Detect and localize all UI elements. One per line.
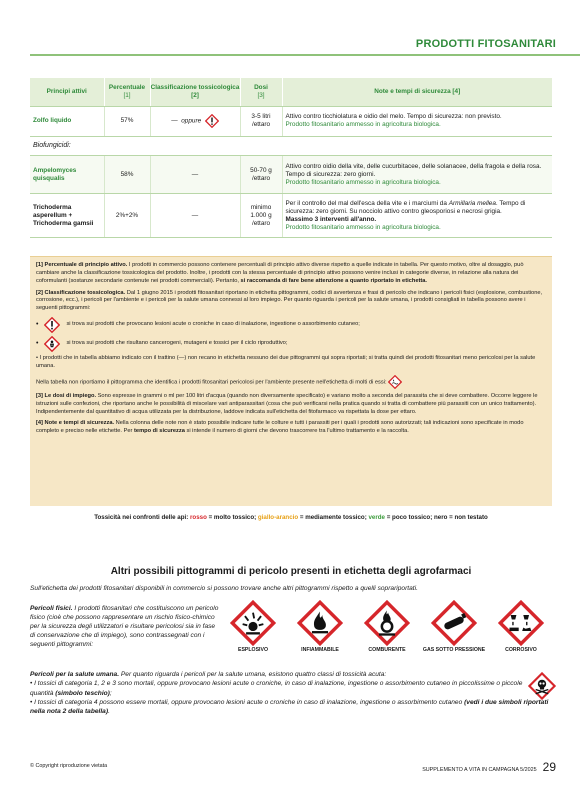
header-percentuale: Percentuale [1] — [104, 78, 150, 106]
corrosion-icon — [498, 600, 544, 646]
exclamation-hazard-icon — [205, 114, 219, 128]
table-header-row — [30, 78, 552, 106]
zolfo-class: — oppure — [150, 106, 240, 136]
physical-pictograms — [222, 600, 552, 653]
header-principi: Principi attivi — [30, 78, 104, 106]
header-note: Note e tempi di sicurezza [4] — [282, 78, 552, 106]
pictogram-oxidizing: COMBURENTE — [356, 600, 418, 653]
trichoderma-class: — — [150, 194, 240, 238]
header-dosi: Dosi [3] — [240, 78, 282, 106]
environment-hazard-icon — [388, 375, 402, 389]
zolfo-percent: 57% — [104, 106, 150, 136]
ampelomyces-percent: 58% — [104, 156, 150, 194]
note-dash: • I prodotti che in tabella abbiamo indicato con il trattino (—) non recano in etichetta nessuno dei due pittogrammi qui sopra riportati; si tratta quindi dei prodotti fitosanitari meno pericolosi per la salute umana. — [36, 355, 536, 370]
skull-hazard-icon — [528, 672, 556, 700]
ampelomyces-note: Attivo contro oidio della vite, delle cucurbitacee, delle solanacee, della fragola e della rosa. Tempo di sicurezza: zero giorni. Prodotto fitosanitario ammesso in agricoltura biologica. — [282, 156, 552, 194]
ampelomyces-name: Ampelomyces quisqualis — [30, 156, 104, 194]
health-bullet-1: • I tossici di categoria 1, 2 e 3 sono mortali, oppure provocano lesioni acute o croniche, in caso di inalazione, ingestione o assorbimento cutaneo in piccolissime o piccole quantità (simbolo teschio); — [30, 680, 523, 697]
pictogram-corrosive: CORROSIVO — [490, 600, 552, 653]
bee-toxicity-legend: Tossicità nei confronti delle api: rosso = molto tossico; giallo-arancio = mediamente tossico; verde = poco tossico; nero = non testato — [94, 514, 488, 521]
trichoderma-name: Trichoderma asperellum + Trichoderma gamsii — [30, 194, 104, 238]
health-hazard-icon — [44, 336, 60, 352]
gas-cylinder-icon — [431, 600, 477, 646]
exclamation-hazard-icon — [44, 317, 60, 333]
section-biofungicidi: Biofungicidi: — [30, 136, 552, 156]
note-3: [3] Le dosi di impiego. Sono espresse in grammi o ml per 100 litri d'acqua (quando non diversamente specificato) e variano molto a seconda del parassita che si deve combattere. Occorre leggere le istruzioni sulle confezioni, che riportano anche le possibilità di miscelare vari antiparassitari (cosa che può verificarsi nella pratica quando si tratta di combattere più parassiti con un unico trattamento). Indipendentemente dal quantitativo di acqua utilizzata per la distribuzione, laddove indicata sull'etichetta del fitofarmaco va rispettata la dose per ettaro. — [36, 392, 538, 415]
section-title: PRODOTTI FITOSANITARI — [415, 38, 556, 50]
title-rule — [30, 54, 580, 56]
ampelomyces-class: — — [150, 156, 240, 194]
note-2: [2] Classificazione tossicologica. Dal 1 giugno 2015 i prodotti fitosanitari riportano in etichetta pittogrammi, codici di avvertenza e frasi di pericolo che indicano i pericoli fisici (esplosione, combustione, corrosione, ecc.), i pericoli per l'ambiente e i pericoli per la salute umana connessi al loro impiego. Per quanto riguarda i pericoli per la salute umana, i prodotti consigliati in tabella possono avere i seguenti pittogrammi: — [36, 289, 543, 312]
note-4: [4] Note e tempi di sicurezza. Nella colonna delle note non è stato possibile indicare tutte le colture e tutti i parassiti per i quali i prodotti sono autorizzati; tali indicazioni sono specificate in modo completo e preciso nelle etichette. Per tempo di sicurezza si intende il numero di giorni che devono trascorrere tra l'ultimo trattamento e la raccolta. — [36, 420, 524, 435]
pictogram-row-health: • si trova sui prodotti che risultano cancerogeni, mutageni e tossici per il ciclo riproduttivo; — [36, 336, 546, 352]
table-row — [30, 194, 552, 238]
trichoderma-dose: minimo 1.000 g /ettaro — [240, 194, 282, 238]
table-section-row — [30, 136, 552, 156]
copyright: © Copyright riproduzione vietata — [30, 763, 108, 769]
table-row — [30, 106, 552, 136]
footer-publication: SUPPLEMENTO A VITA IN CAMPAGNA 5/2025 29 — [422, 760, 556, 774]
health-hazards-intro: Pericoli per la salute umana. Per quanto riguarda i pericoli per la salute umana, esistono quattro classi di tossicità acuta: — [30, 671, 387, 678]
pictogram-row-acute: • si trova sui prodotti che provocano lesioni acute o croniche in caso di inalazione, ingestione o assorbimento cutaneo; — [36, 317, 546, 333]
pictograms-section-title: Altri possibili pittogrammi di pericolo presenti in etichetta degli agrofarmaci — [110, 566, 472, 577]
pictogram-explosive: ESPLOSIVO — [222, 600, 284, 653]
zolfo-note: Attivo contro ticchiolatura e oidio del melo. Tempo di sicurezza: non previsto. Prodotto fitosanitario ammesso in agricoltura biologica. — [282, 106, 552, 136]
flame-icon — [297, 600, 343, 646]
pictogram-gas: GAS SOTTO PRESSIONE — [423, 600, 485, 653]
trichoderma-percent: 2%+2% — [104, 194, 150, 238]
health-hazards-text — [30, 670, 560, 717]
pictograms-intro: Sull'etichetta dei prodotti fitosanitari disponibili in commercio si possono trovare anche altri pittogrammi rispetto a quelli soprariportati. — [30, 585, 418, 592]
note-environment: Nella tabella non riportiamo il pittogramma che identifica i prodotti fitosanitari pericolosi per l'ambiente presente nell'etichetta di molti di essi: — [36, 375, 546, 389]
products-table — [30, 78, 552, 238]
explosive-icon — [230, 600, 276, 646]
ampelomyces-dose: 50-70 g /ettaro — [240, 156, 282, 194]
health-bullet-2: • I tossici di categoria 4 possono essere mortali, oppure provocano lesioni acute o croniche in caso di inalazione, ingestione o assorbimento cutaneo (vedi i due simboli riportati nella nota 2 della tabella). — [30, 699, 549, 716]
notes-box — [30, 256, 552, 506]
zolfo-dose: 3-5 litri /ettaro — [240, 106, 282, 136]
note-1: [1] Percentuale di principio attivo. I prodotti in commercio possono contenere percentuali di principio attivo diverse rispetto a quelle indicate in tabella. Per questo motivo, oltre al dosaggio, può cambiare anche la classificazione tossicologica del prodotto. Inoltre, i prodotti con la stessa percentuale di principio attivo possono venire inclusi in categorie diverse, in relazione alla natura dei coformulanti (sostanze secondarie contenute nei prodotti commerciali). Pertanto, si raccomanda di fare bene attenzione a quanto riportato in etichetta. — [36, 262, 524, 284]
zolfo-name: Zolfo liquido — [30, 106, 104, 136]
header-classificazione: Classificazione tossicologica [2] — [150, 78, 240, 106]
flame-over-circle-icon — [364, 600, 410, 646]
pictogram-flammable: INFIAMMABILE — [289, 600, 351, 653]
table-row — [30, 156, 552, 194]
page-number: 29 — [542, 760, 556, 774]
physical-hazards-text: Pericoli fisici. I prodotti fitosanitari che costituiscono un pericolo fisico (cioè che possono rappresentare un rischio fisico-chimico per la sicurezza degli utilizzatori e risultare pericolosi sia in fase di conservazione che di impiego), sono contrassegnati con i seguenti pittogrammi: — [30, 605, 219, 649]
trichoderma-note: Per il controllo del mal dell'esca della vite e i marciumi da Armillaria mellea. Tempo di sicurezza: zero giorni. Su nocciolo attivo contro gleosporiosi e necrosi grigia. Massimo 3 interventi all'anno. Prodotto fitosanitario ammesso in agricoltura biologica. — [282, 194, 552, 238]
